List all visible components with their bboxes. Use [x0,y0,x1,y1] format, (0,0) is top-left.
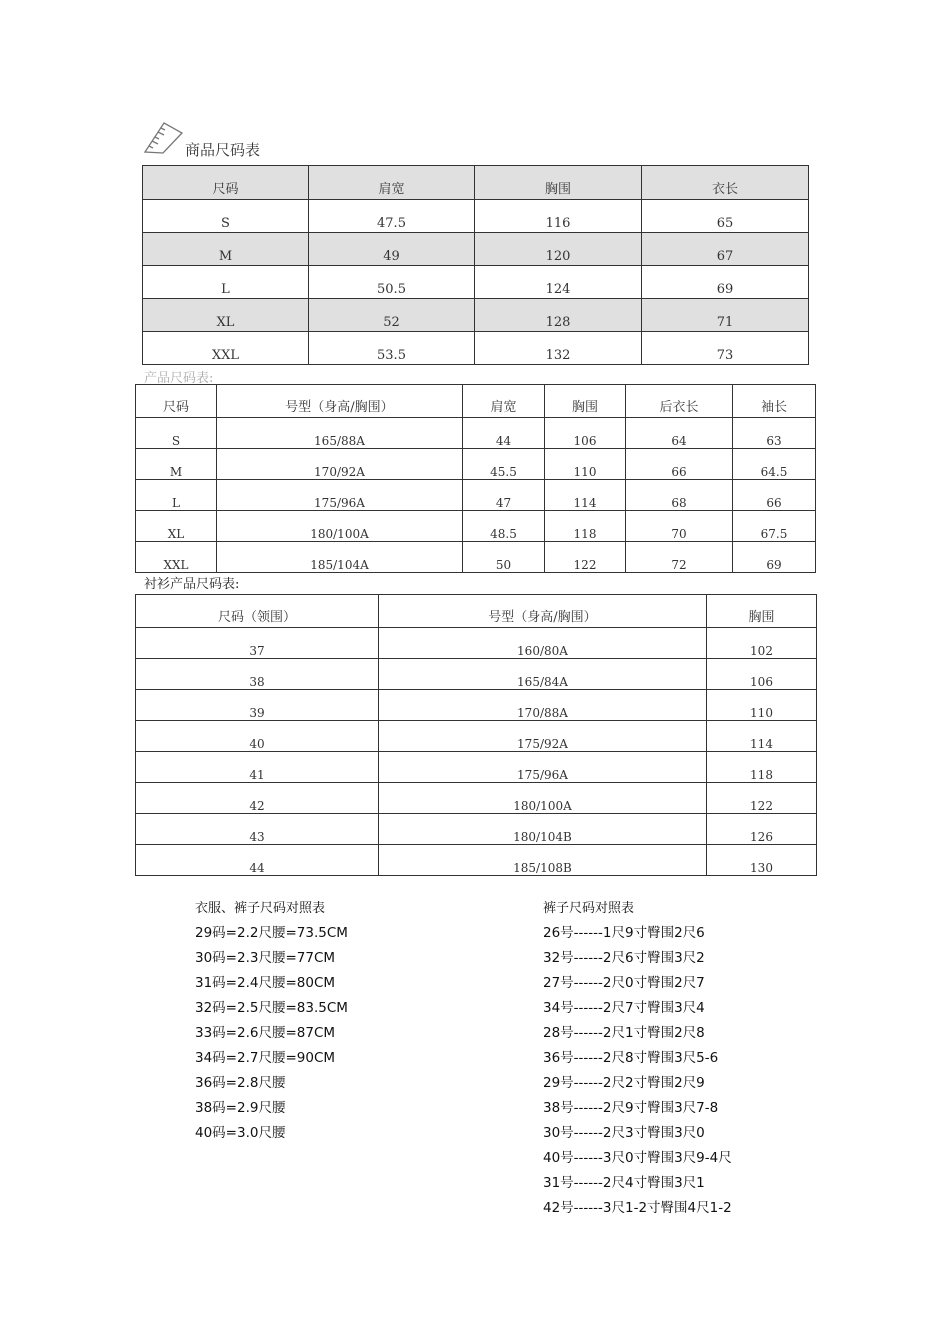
table-cell: 44 [463,418,545,449]
list-item: 32码=2.5尺腰=83.5CM [195,1000,348,1016]
table-row [136,783,817,814]
table-cell: 118 [707,752,817,783]
table-cell: S [136,418,217,449]
table-row [136,449,816,480]
table-cell: XXL [143,332,309,365]
table-cell: 180/104B [379,814,707,845]
table-cell: 180/100A [379,783,707,814]
table-cell: 114 [545,480,626,511]
header-cell: 袖长 [733,385,816,418]
list-item: 33码=2.6尺腰=87CM [195,1025,336,1041]
list-item: 30号------2尺3寸臀围3尺0 [543,1125,705,1141]
header-cell: 号型（身高/胸围） [217,385,463,418]
list-item: 34码=2.7尺腰=90CM [195,1050,336,1066]
table-cell: 47 [463,480,545,511]
table-cell: 39 [136,690,379,721]
list-item: 38码=2.9尺腰 [195,1100,286,1116]
table-cell: 185/108B [379,845,707,876]
table-cell: 38 [136,659,379,690]
table-cell: 40 [136,721,379,752]
table-cell: 72 [626,542,733,573]
table-cell: 53.5 [309,332,475,365]
table-cell: 118 [545,511,626,542]
table-cell: 175/92A [379,721,707,752]
table-row [136,511,816,542]
shirt-size-table [135,594,817,876]
table-cell: 165/88A [217,418,463,449]
table-row [136,721,817,752]
table-cell: 65 [642,200,809,233]
list-item: 36号------2尺8寸臀围3尺5-6 [543,1050,719,1066]
table-cell: 122 [707,783,817,814]
table-row [143,299,809,332]
header-cell: 后衣长 [626,385,733,418]
list-item: 42号------3尺1-2寸臀围4尺1-2 [543,1200,732,1216]
table-row [136,845,817,876]
table-cell: 67.5 [733,511,816,542]
table-cell: 64.5 [733,449,816,480]
table-cell: 106 [707,659,817,690]
table-cell: 63 [733,418,816,449]
list-item: 29号------2尺2寸臀围2尺9 [543,1075,705,1091]
list-title: 裤子尺码对照表 [543,901,635,916]
table-row [143,266,809,299]
table-cell: 116 [475,200,642,233]
list-item: 28号------2尺1寸臀围2尺8 [543,1025,705,1041]
clothing-size-list [195,896,348,1146]
table-cell: 67 [642,233,809,266]
header-cell: 号型（身高/胸围） [379,595,707,628]
table-cell: L [143,266,309,299]
table-cell: 68 [626,480,733,511]
size-table-2 [135,384,816,573]
table-row [136,752,817,783]
pants-size-list [543,896,732,1221]
header-cell: 胸围 [475,166,642,200]
table1-title: 商品尺码表 [185,141,261,159]
header-cell: 肩宽 [309,166,475,200]
table-cell: 69 [642,266,809,299]
table-cell: 126 [707,814,817,845]
table-row [136,542,816,573]
table2-title: 产品尺码表: [144,371,214,386]
table-cell: 73 [642,332,809,365]
table-cell: 170/88A [379,690,707,721]
table-cell: 110 [545,449,626,480]
table-cell: 175/96A [217,480,463,511]
table-header-row [136,595,817,628]
table-row [136,659,817,690]
table-header-row [143,166,809,200]
table-cell: 102 [707,628,817,659]
table-cell: 49 [309,233,475,266]
size-table-1 [142,165,809,365]
table-cell: 160/80A [379,628,707,659]
table-cell: XXL [136,542,217,573]
table-cell: 114 [707,721,817,752]
table3-title: 衬衫产品尺码表: [144,577,240,592]
table-cell: 43 [136,814,379,845]
table-cell: 37 [136,628,379,659]
table-cell: 64 [626,418,733,449]
table-cell: XL [136,511,217,542]
table-cell: 175/96A [379,752,707,783]
table-cell: 122 [545,542,626,573]
table-row [136,628,817,659]
table-row [143,332,809,365]
table-cell: 128 [475,299,642,332]
header-cell: 肩宽 [463,385,545,418]
list-item: 34号------2尺7寸臀围3尺4 [543,1000,705,1016]
table-cell: 50 [463,542,545,573]
list-item: 36码=2.8尺腰 [195,1075,286,1091]
list-item: 31号------2尺4寸臀围3尺1 [543,1175,705,1191]
table-cell: 124 [475,266,642,299]
table-cell: 52 [309,299,475,332]
list-item: 27号------2尺0寸臀围2尺7 [543,975,705,991]
table-cell: 47.5 [309,200,475,233]
header-cell: 尺码 [143,166,309,200]
table-row [136,418,816,449]
table-cell: 44 [136,845,379,876]
header-cell: 胸围 [707,595,817,628]
table-row [136,690,817,721]
table-cell: 71 [642,299,809,332]
table-cell: M [143,233,309,266]
table-cell: 70 [626,511,733,542]
table-cell: 48.5 [463,511,545,542]
table-cell: L [136,480,217,511]
table-row [136,480,816,511]
table-cell: S [143,200,309,233]
table-cell: 170/92A [217,449,463,480]
table-header-row [136,385,816,418]
list-item: 32号------2尺6寸臀围3尺2 [543,950,705,966]
table-cell: 69 [733,542,816,573]
table-cell: 50.5 [309,266,475,299]
table-cell: 120 [475,233,642,266]
table-cell: 66 [733,480,816,511]
table-cell: XL [143,299,309,332]
table-cell: 66 [626,449,733,480]
table-row [136,814,817,845]
list-title: 衣服、裤子尺码对照表 [195,901,326,916]
list-item: 38号------2尺9寸臀围3尺7-8 [543,1100,719,1116]
table-cell: 165/84A [379,659,707,690]
table-cell: 132 [475,332,642,365]
ruler-icon [142,119,186,155]
table-row [143,233,809,266]
table-cell: 45.5 [463,449,545,480]
header-cell: 胸围 [545,385,626,418]
list-item: 30码=2.3尺腰=77CM [195,950,336,966]
list-item: 26号------1尺9寸臀围2尺6 [543,925,705,941]
table-row [143,200,809,233]
table-cell: 106 [545,418,626,449]
table-cell: 110 [707,690,817,721]
table-cell: 180/100A [217,511,463,542]
list-item: 40码=3.0尺腰 [195,1125,286,1141]
table-cell: 130 [707,845,817,876]
header-cell: 衣长 [642,166,809,200]
list-item: 40号------3尺0寸臀围3尺9-4尺 [543,1150,732,1166]
table-cell: 185/104A [217,542,463,573]
table-cell: M [136,449,217,480]
table-cell: 42 [136,783,379,814]
header-cell: 尺码（领围） [136,595,379,628]
list-item: 31码=2.4尺腰=80CM [195,975,336,991]
header-cell: 尺码 [136,385,217,418]
list-item: 29码=2.2尺腰=73.5CM [195,925,348,941]
table-cell: 41 [136,752,379,783]
